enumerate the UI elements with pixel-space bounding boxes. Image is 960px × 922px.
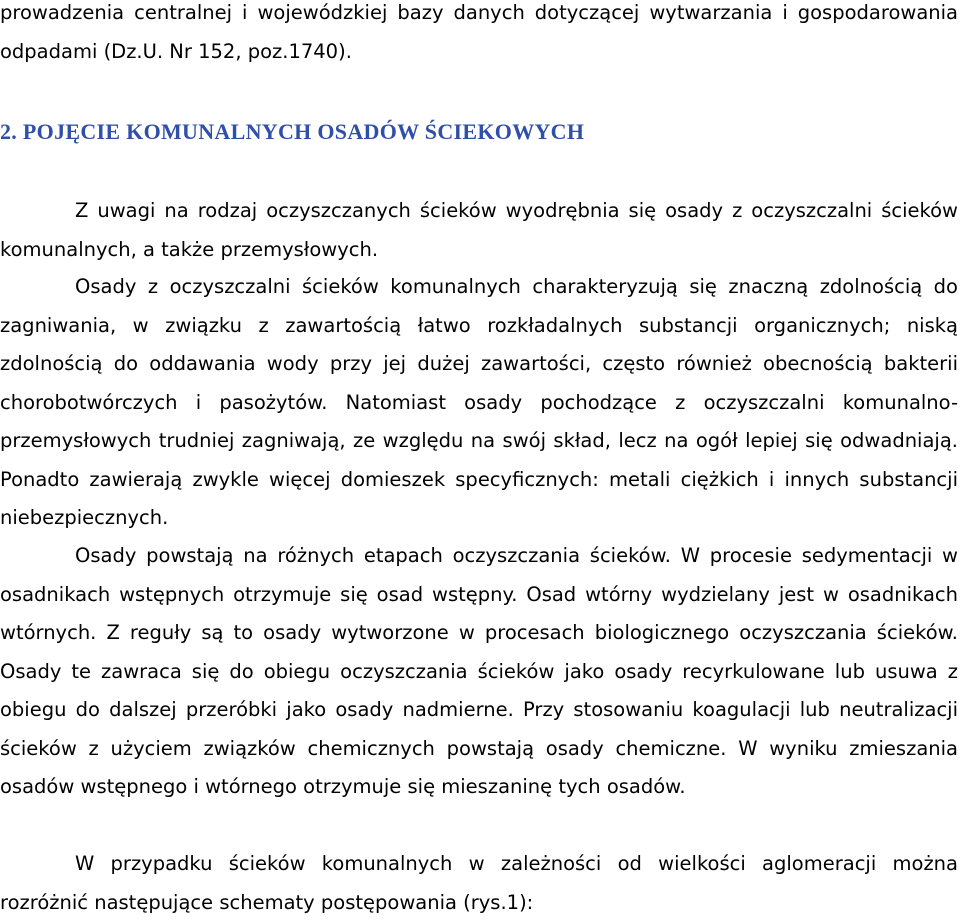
paragraph-1-text: Z uwagi na rodzaj oczyszczanych ścieków wyodrębnia się osady z oczyszczalni ścieków komunalnych, a także przemysłowych. — [0, 199, 958, 261]
paragraph-1 — [0, 192, 958, 269]
section-heading — [0, 113, 584, 151]
paragraph-4 — [0, 845, 958, 922]
paragraph-2-text: Osady z oczyszczalni ścieków komunalnych charakteryzują się znaczną zdolnością do zagniwania, w związku z zawartością łatwo rozkładalnych substancji organicznych; niską zdolnością do oddawania wody przy jej dużej zawartości, często również obecnością bakterii chorobotwórczych i pasożytów. Natomiast osady pochodzące z oczyszczalni komunalno-przemysłowych trudniej zagniwają, ze względu na swój skład, lecz na ogół lepiej się odwadniają. Ponadto zawierają zwykle więcej domieszek specyficznych: metali ciężkich i innych substancji niebezpiecznych. — [0, 275, 958, 529]
paragraph-2 — [0, 268, 958, 538]
intro-text: prowadzenia centralnej i wojewódzkiej bazy danych dotyczącej wytwarzania i gospodarowania odpadami (Dz.U. Nr 152, poz.1740). — [0, 1, 958, 63]
section-title: POJĘCIE KOMUNALNYCH OSADÓW ŚCIEKOWYCH — [22, 119, 585, 144]
intro-paragraph — [0, 0, 958, 71]
paragraph-4-text: W przypadku ścieków komunalnych w zależności od wielkości aglomeracji można rozróżnić następujące schematy postępowania (rys.1): — [0, 852, 958, 914]
paragraph-3-text: Osady powstają na różnych etapach oczyszczania ścieków. W procesie sedymentacji w osadnikach wstępnych otrzymuje się osad wstępny. Osad wtórny wydzielany jest w osadnikach wtórnych. Z reguły są to osady wytworzone w procesach biologicznego oczyszczania ścieków. Osady te zawraca się do obiegu oczyszczania ścieków jako osady recyrkulowane lub usuwa z obiegu do dalszej przeróbki jako osady nadmierne. Przy stosowaniu koagulacji lub neutralizacji ścieków z użyciem związków chemicznych powstają osady chemiczne. W wyniku zmieszania osadów wstępnego i wtórnego otrzymuje się mieszaninę tych osadów. — [0, 544, 958, 798]
paragraph-3 — [0, 537, 958, 807]
section-number: 2. — [0, 119, 18, 144]
